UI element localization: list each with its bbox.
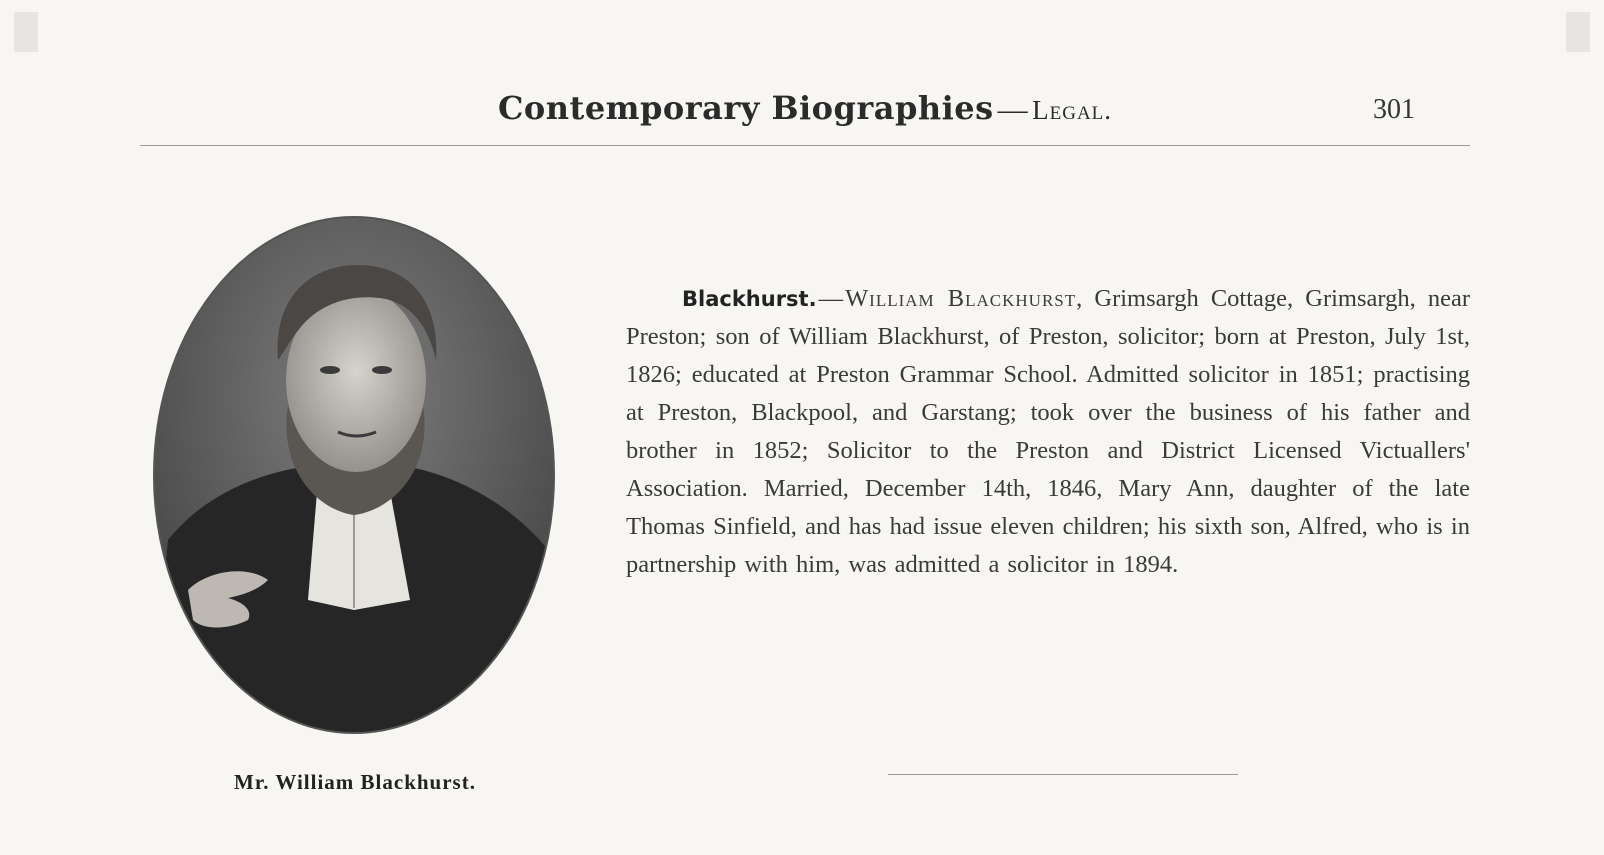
scan-artifact-right bbox=[1566, 12, 1590, 52]
entry-full-name: William Blackhurst bbox=[845, 285, 1077, 312]
entry-body: , Grimsargh Cottage, Grimsargh, near Preston; son of William Blackhurst, of Preston, solicitor; born at Preston, July 1st, 1826; educated at Preston Grammar School. Admitted solicitor in 1851; practising at Preston, Blackpool, and Garstang; took over the business of his father and brother in 1852; Solicitor to the Preston and District Licensed Victuallers' Association. Married, December 14th, 1846, Mary Ann, daughter of the late Thomas Sinfield, and has had issue eleven children; his sixth son, Alfred, who is in partnership with him, was admitted a solicitor in 1894. bbox=[626, 285, 1470, 578]
page-number: 301 bbox=[1373, 94, 1415, 125]
entry-surname: Blackhurst. bbox=[682, 287, 817, 311]
title-separator: — bbox=[997, 93, 1029, 126]
header-rule bbox=[140, 145, 1470, 146]
end-rule bbox=[888, 774, 1238, 775]
biography-paragraph bbox=[626, 280, 1470, 584]
scan-artifact-left bbox=[14, 12, 38, 52]
running-header bbox=[140, 86, 1470, 134]
portrait-photo bbox=[148, 210, 560, 740]
running-title bbox=[140, 86, 1470, 128]
entry-dash: — bbox=[818, 285, 844, 312]
portrait-image bbox=[148, 210, 560, 740]
portrait-caption: Mr. William Blackhurst. bbox=[234, 770, 476, 794]
biography-entry bbox=[626, 280, 1470, 584]
section-name: Legal. bbox=[1032, 95, 1113, 125]
book-title: Contemporary Biographies bbox=[497, 89, 994, 127]
